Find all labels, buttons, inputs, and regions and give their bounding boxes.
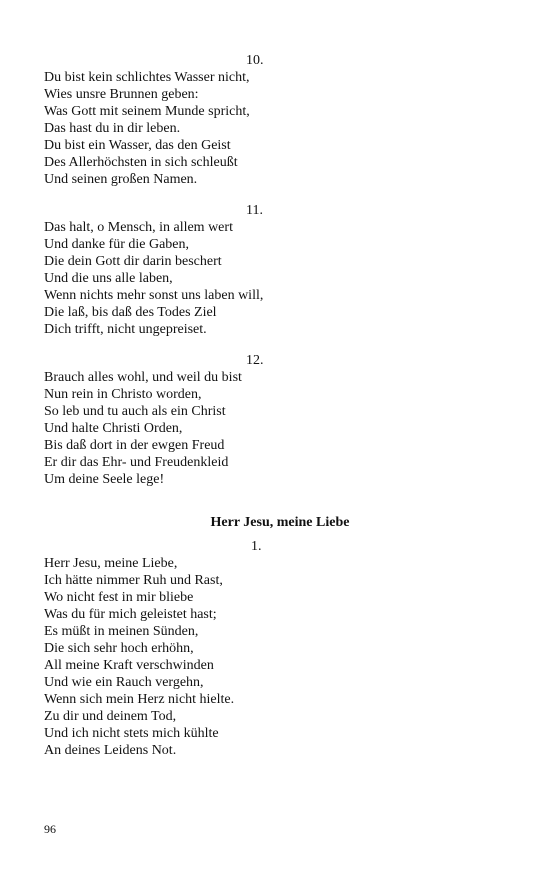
verse-line: Die sich sehr hoch erhöhn, [44, 641, 194, 656]
verse-line: Zu dir und deinem Tod, [44, 709, 177, 724]
stanza-11 [44, 202, 504, 338]
verse-line: So leb und tu auch als ein Christ [44, 404, 226, 419]
verse-line: Du bist ein Wasser, das den Geist [44, 138, 231, 153]
stanza-number: 12. [246, 353, 264, 368]
verse-line: Und danke für die Gaben, [44, 237, 190, 252]
verse-line: All meine Kraft verschwinden [44, 658, 214, 673]
verse-line: Dich trifft, nicht ungepreiset. [44, 322, 207, 337]
hymn-stanza-1 [44, 538, 504, 759]
verse-line: Wo nicht fest in mir bliebe [44, 590, 194, 605]
stanza-10 [44, 52, 504, 188]
verse-line: Und halte Christi Orden, [44, 421, 183, 436]
stanza-number: 10. [246, 53, 264, 68]
stanza-number: 1. [251, 539, 262, 554]
verse-line: Nun rein in Christo worden, [44, 387, 202, 402]
page-number: 96 [44, 822, 56, 836]
verse-line: Und ich nicht stets mich kühlte [44, 726, 219, 741]
verse-line: Was du für mich geleistet hast; [44, 607, 217, 622]
verse-line: Wenn nichts mehr sonst uns laben will, [44, 288, 264, 303]
verse-line: Brauch alles wohl, und weil du bist [44, 370, 242, 385]
verse-line: Und die uns alle laben, [44, 271, 173, 286]
verse-line: An deines Leidens Not. [44, 743, 177, 758]
verse-line: Das halt, o Mensch, in allem wert [44, 220, 233, 235]
verse-line: Herr Jesu, meine Liebe, [44, 556, 178, 571]
verse-line: Um deine Seele lege! [44, 472, 165, 487]
verse-line: Die dein Gott dir darin beschert [44, 254, 222, 269]
stanza-12 [44, 352, 504, 488]
verse-line: Wies unsre Brunnen geben: [44, 87, 199, 102]
verse-line: Er dir das Ehr- und Freudenkleid [44, 455, 229, 470]
verse-line: Des Allerhöchsten in sich schleußt [44, 155, 238, 170]
verse-line: Du bist kein schlichtes Wasser nicht, [44, 70, 250, 85]
verse-line: Die laß, bis daß des Todes Ziel [44, 305, 217, 320]
verse-line: Ich hätte nimmer Ruh und Rast, [44, 573, 223, 588]
verse-line: Und seinen großen Namen. [44, 172, 198, 187]
verse-line: Es müßt in meinen Sünden, [44, 624, 199, 639]
verse-line: Was Gott mit seinem Munde spricht, [44, 104, 250, 119]
hymn-title: Herr Jesu, meine Liebe [210, 515, 350, 530]
verse-line: Bis daß dort in der ewgen Freud [44, 438, 225, 453]
verse-line: Das hast du in dir leben. [44, 121, 181, 136]
verse-line: Wenn sich mein Herz nicht hielte. [44, 692, 235, 707]
verse-line: Und wie ein Rauch vergehn, [44, 675, 204, 690]
stanza-number: 11. [246, 203, 263, 218]
